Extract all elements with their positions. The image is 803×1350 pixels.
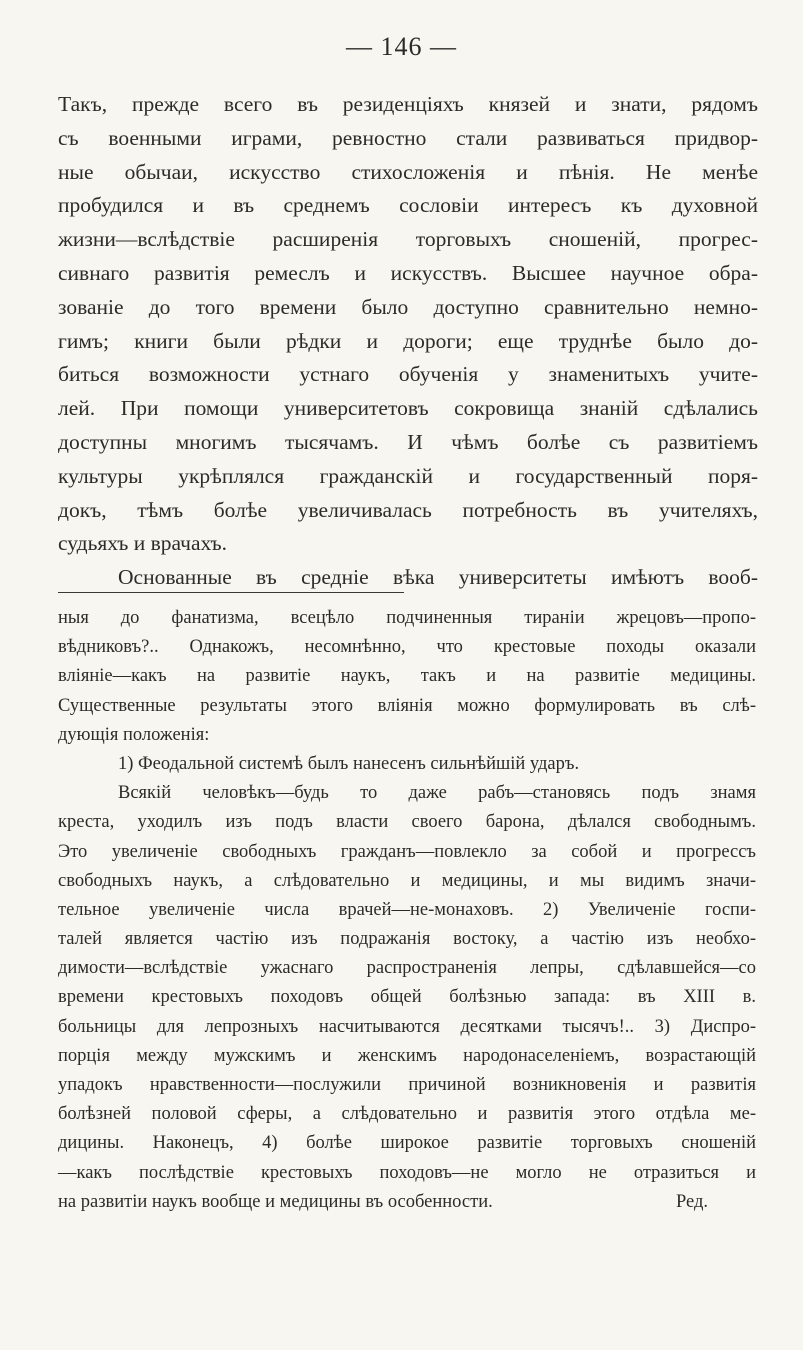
footnote-line: креста, уходилъ изъ подъ власти своего барона, дѣлался свободнымъ. <box>58 812 756 833</box>
footnote-line: дующія положенія: <box>58 724 210 745</box>
footnote-line: болѣзней половой сферы, а слѣдовательно и развитія этого отдѣла ме- <box>58 1104 756 1125</box>
main-text-line: жизни—вслѣдствіе расширенія торговыхъ сношеній, прогрес- <box>58 227 758 252</box>
main-text-line: съ военными играми, ревностно стали развиваться придвор- <box>58 125 758 150</box>
footnote-separator <box>58 592 404 593</box>
footnote-line: времени крестовыхъ походовъ общей болѣзнью запада: въ XIII в. <box>58 987 756 1008</box>
page-number: — 146 — <box>346 32 457 61</box>
footnote-line: тельное увеличеніе числа врачей—не-монаховъ. 2) Увеличеніе госпи- <box>58 899 756 920</box>
footnote-point-1: 1) Феодальной системѣ былъ нанесенъ сильнѣйшій ударъ. <box>118 753 580 774</box>
main-text-line: Такъ, прежде всего въ резиденціяхъ князей и знати, рядомъ <box>58 92 758 116</box>
footnote-line: вліяніе—какъ на развитіе наукъ, такъ и на развитіе медицины. <box>58 666 756 687</box>
main-text-line: культуры укрѣплялся гражданскій и государственный поря- <box>58 463 758 488</box>
main-text-line: сивнаго развитія ремеслъ и искусствъ. Высшее научное обра- <box>58 260 758 285</box>
main-text-line: судьяхъ и врачахъ. <box>58 531 227 556</box>
footnote-line: больницы для лепрозныхъ насчитываются десятками тысячъ!.. 3) Диспро- <box>58 1016 756 1037</box>
footnote-line: Всякій человѣкъ—будь то даже рабъ—становясь подъ знамя <box>118 783 756 804</box>
footnote-line-text: на развитіи наукъ вообще и медицины въ особенности. <box>58 1191 493 1212</box>
editor-mark: Ред. <box>675 1191 708 1212</box>
main-text-line: лей. При помощи университетовъ сокровища знаній сдѣлались <box>58 396 758 421</box>
footnote-line: Это увеличеніе свободныхъ гражданъ—повлекло за собой и прогрессъ <box>58 841 756 862</box>
footnote-line: ныя до фанатизма, всецѣло подчиненныя тираніи жрецовъ—пропо- <box>58 608 756 628</box>
main-text-line: зованіе до того времени было доступно сравнительно немно- <box>58 294 758 319</box>
footnote-line: дицины. Наконецъ, 4) болѣе широкое развитіе торговыхъ сношеній <box>58 1133 756 1154</box>
footnote-last-line <box>58 1188 756 1217</box>
footnote-block <box>58 604 756 1217</box>
next-paragraph-line: Основанные въ средніе вѣка университеты имѣютъ вооб- <box>118 565 758 590</box>
footnote-line: упадокъ нравственности—послужили причиной возникновенія и развитія <box>58 1075 756 1095</box>
main-text-line: доступны многимъ тысячамъ. И чѣмъ болѣе съ развитіемъ <box>58 429 758 454</box>
main-text-line: пробудился и въ среднемъ сословіи интересъ къ духовной <box>58 193 758 218</box>
footnote-line: Существенные результаты этого вліянія можно формулировать въ слѣ- <box>58 695 756 716</box>
main-text-line: ные обычаи, искусство стихосложенія и пѣнія. Не менѣе <box>58 159 758 184</box>
footnote-line: димости—вслѣдствіе ужаснаго распространенія лепры, сдѣлавшейся—со <box>58 958 756 979</box>
main-text-line: биться возможности устнаго обученія у знаменитыхъ учите- <box>58 362 758 387</box>
footnote-line: порція между мужскимъ и женскимъ народонаселеніемъ, возрастающій <box>58 1045 756 1066</box>
main-text-line: докъ, тѣмъ болѣе увеличивалась потребность въ учителяхъ, <box>58 497 758 522</box>
main-text-line: гимъ; книги были рѣдки и дороги; еще труднѣе было до- <box>58 328 758 353</box>
footnote-line: талей является частію изъ подражанія востоку, а частію изъ необхо- <box>58 929 756 950</box>
footnote-line: вѣдниковъ?.. Однакожъ, несомнѣнно, что крестовые походы оказали <box>58 637 756 658</box>
footnote-line: свободныхъ наукъ, а слѣдовательно и медицины, и мы видимъ значи- <box>58 870 756 891</box>
main-text-block <box>58 88 758 595</box>
footnote-line: —какъ послѣдствіе крестовыхъ походовъ—не могло не отразиться и <box>58 1162 756 1183</box>
